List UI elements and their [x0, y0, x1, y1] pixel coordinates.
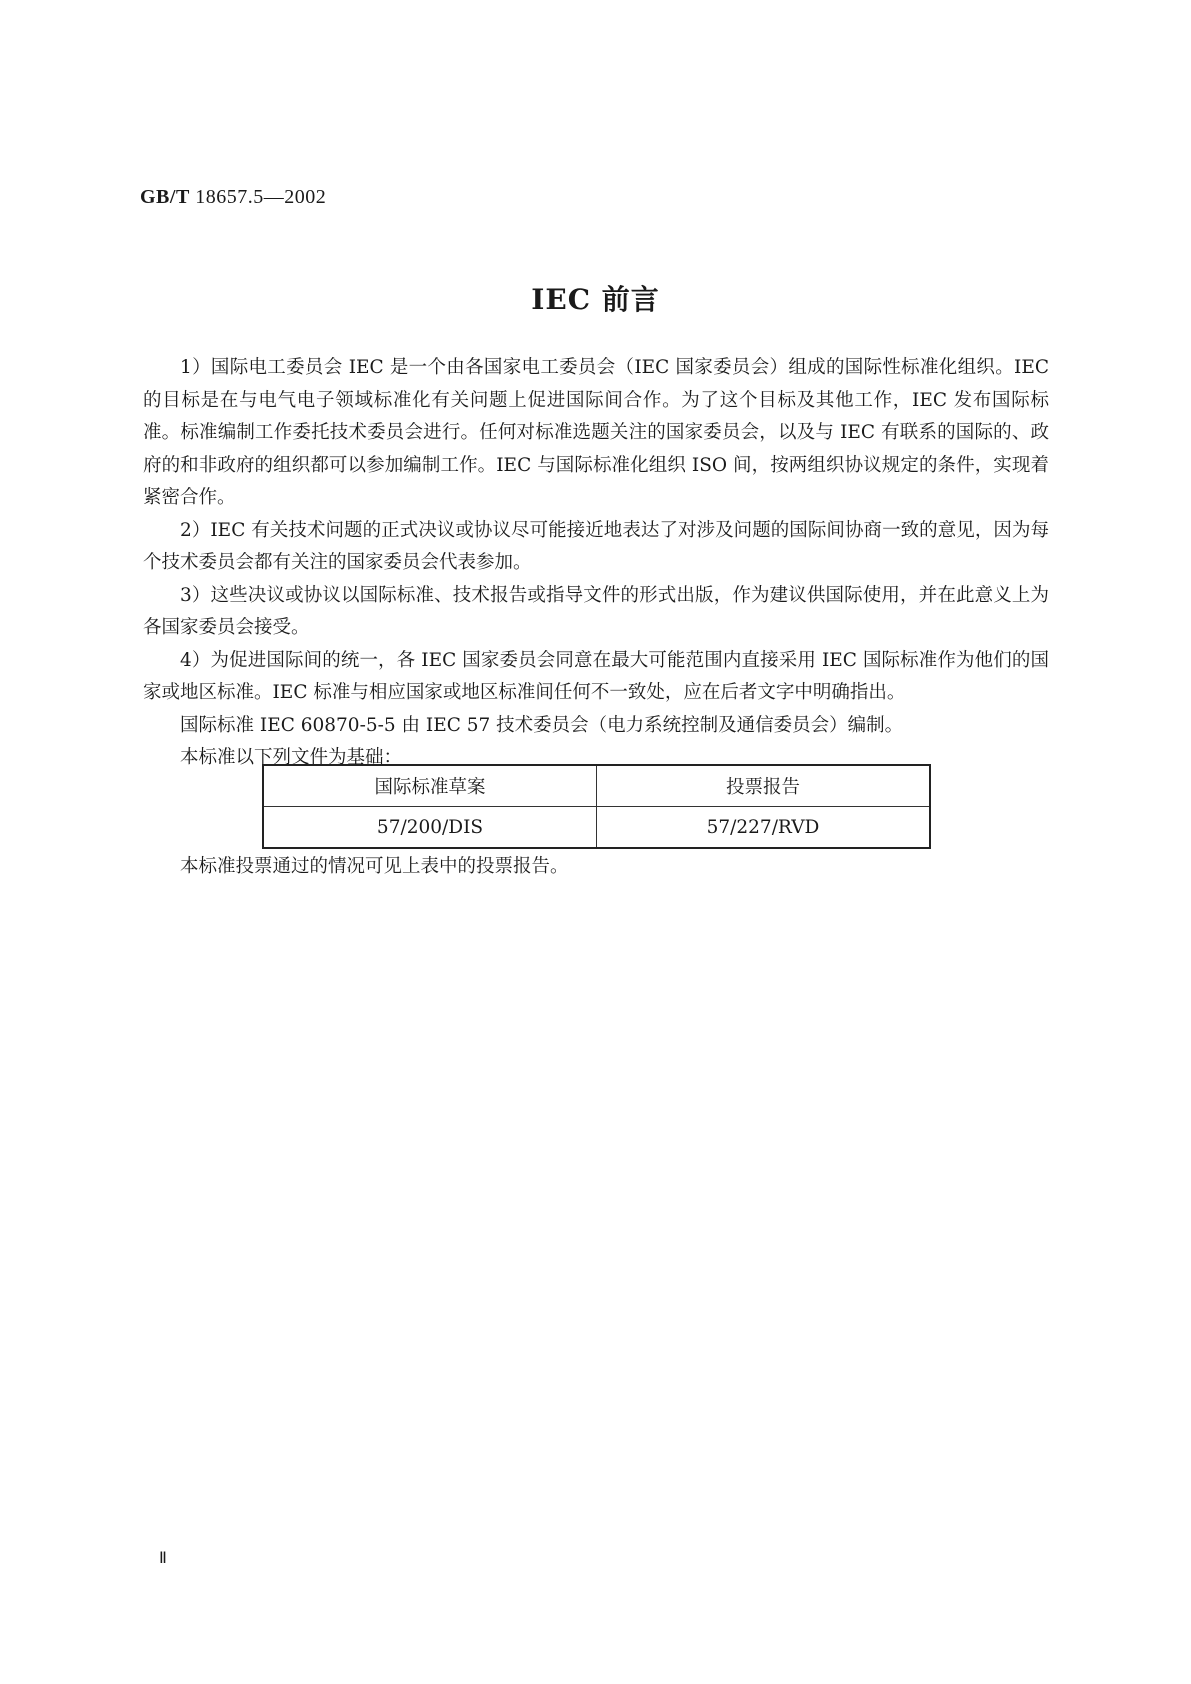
foreword-body [143, 352, 1049, 775]
table-cell: 57/200/DIS [263, 807, 597, 849]
voting-table [262, 764, 931, 849]
page-number: Ⅱ [159, 1550, 167, 1567]
standard-code [140, 186, 326, 209]
page-title: IEC 前言 [531, 283, 660, 316]
after-table-text: 本标准投票通过的情况可见上表中的投票报告。 [180, 856, 569, 877]
paragraph-5: 国际标准 IEC 60870-5-5 由 IEC 57 技术委员会（电力系统控制及通信委员会）编制。 [180, 714, 904, 736]
paragraph-2: 2）IEC 有关技术问题的正式决议或协议尽可能接近地表达了对涉及问题的国际间协商一致的意见，因为每个技术委员会都有关注的国家委员会代表参加。 [143, 519, 1049, 573]
standard-code-prefix: GB/T [140, 186, 190, 208]
table-header-cell: 国际标准草案 [263, 765, 597, 807]
table-header-cell: 投票报告 [597, 765, 931, 807]
paragraph-6: 本标准以下列文件为基础： [180, 747, 403, 768]
table-header-row [263, 765, 930, 807]
standard-code-number: 18657.5—2002 [195, 186, 327, 208]
table-row [263, 807, 930, 849]
paragraph-1: 1）国际电工委员会 IEC 是一个由各国家电工委员会（IEC 国家委员会）组成的国际性标准化组织。IEC 的目标是在与电气电子领域标准化有关问题上促进国际间合作。为了这个目标及其他工作，IEC 发布国际标准。标准编制工作委托技术委员会进行。任何对标准选题关注的国家委员会，以及与 IEC 有联系的国际的、政府的和非政府的组织都可以参加编制工作。IEC 与国际标准化组织 ISO 间，按两组织协议规定的条件，实现着紧密合作。 [143, 357, 1049, 508]
table-cell: 57/227/RVD [597, 807, 931, 849]
paragraph-3: 3）这些决议或协议以国际标准、技术报告或指导文件的形式出版，作为建议供国际使用，并在此意义上为各国家委员会接受。 [143, 584, 1049, 638]
paragraph-4: 4）为促进国际间的统一，各 IEC 国家委员会同意在最大可能范围内直接采用 IEC 国际标准作为他们的国家或地区标准。IEC 标准与相应国家或地区标准间任何不一致处，应在后者文字中明确指出。 [143, 649, 1049, 703]
